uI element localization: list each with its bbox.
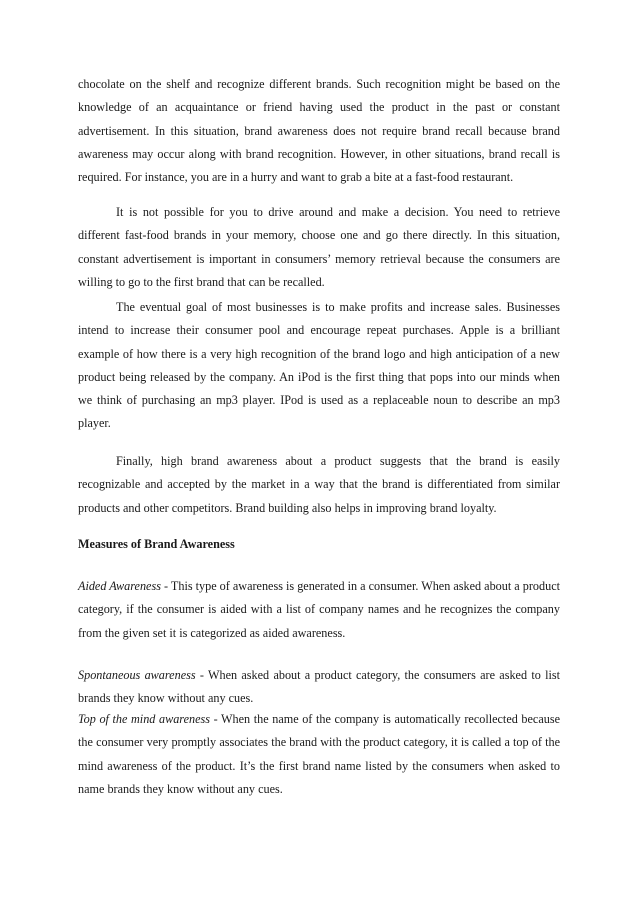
section-heading: Measures of Brand Awareness (78, 537, 235, 551)
definition-top-of-mind-text: - When the name of the company is automatically recollected because the consumer very promptly associates the brand with the product category, it is called a top of the mind awareness of the product. It’s the first brand name listed by the consumers when asked to name brands they know without any cues. (78, 712, 560, 796)
term-top-of-mind-awareness: Top of the mind awareness (78, 712, 210, 726)
definition-aided-awareness (78, 575, 560, 645)
term-spontaneous-awareness: Spontaneous awareness (78, 668, 196, 682)
term-aided-awareness: Aided Awareness (78, 579, 161, 593)
paragraph-conclusion: Finally, high brand awareness about a product suggests that the brand is easily recognizable and accepted by the market in a way that the brand is differentiated from similar products and other competitors. Brand building also helps in improving brand loyalty. (78, 454, 560, 515)
definition-aided-text: - This type of awareness is generated in a consumer. When asked about a product category, if the consumer is aided with a list of company names and he recognizes the company from the given set it is categorized as aided awareness. (78, 579, 561, 640)
definition-spontaneous-awareness (78, 664, 560, 711)
paragraph-brand-recall: It is not possible for you to drive around and make a decision. You need to retrieve different fast-food brands in your memory, choose one and go there directly. In this situation, constant advertisement is important in consumers’ memory retrieval because the consumers are willing to go to the first brand that can be recalled. (78, 205, 560, 289)
paragraph-brand-recognition: chocolate on the shelf and recognize different brands. Such recognition might be based on the knowledge of an acquaintance or friend having used the product in the past or constant advertisement. In this situation, brand awareness does not require brand recall because brand awareness may occur along with brand recognition. However, in other situations, brand recall is required. For instance, you are in a hurry and want to grab a bite at a fast-food restaurant. (78, 77, 560, 185)
definition-spontaneous-text: - When asked about a product category, the consumers are asked to list brands they know without any cues. (78, 668, 560, 706)
paragraph-business-goal: The eventual goal of most businesses is to make profits and increase sales. Businesses intend to increase their consumer pool and encourage repeat purchases. Apple is a brilliant example of how there is a very high recognition of the brand logo and high anticipation of a new product being released by the company. An iPod is the first thing that pops into our minds when we think of purchasing an mp3 player. IPod is used as a replaceable noun to describe an mp3 player. (78, 300, 560, 431)
definition-top-of-mind-awareness (78, 708, 560, 801)
